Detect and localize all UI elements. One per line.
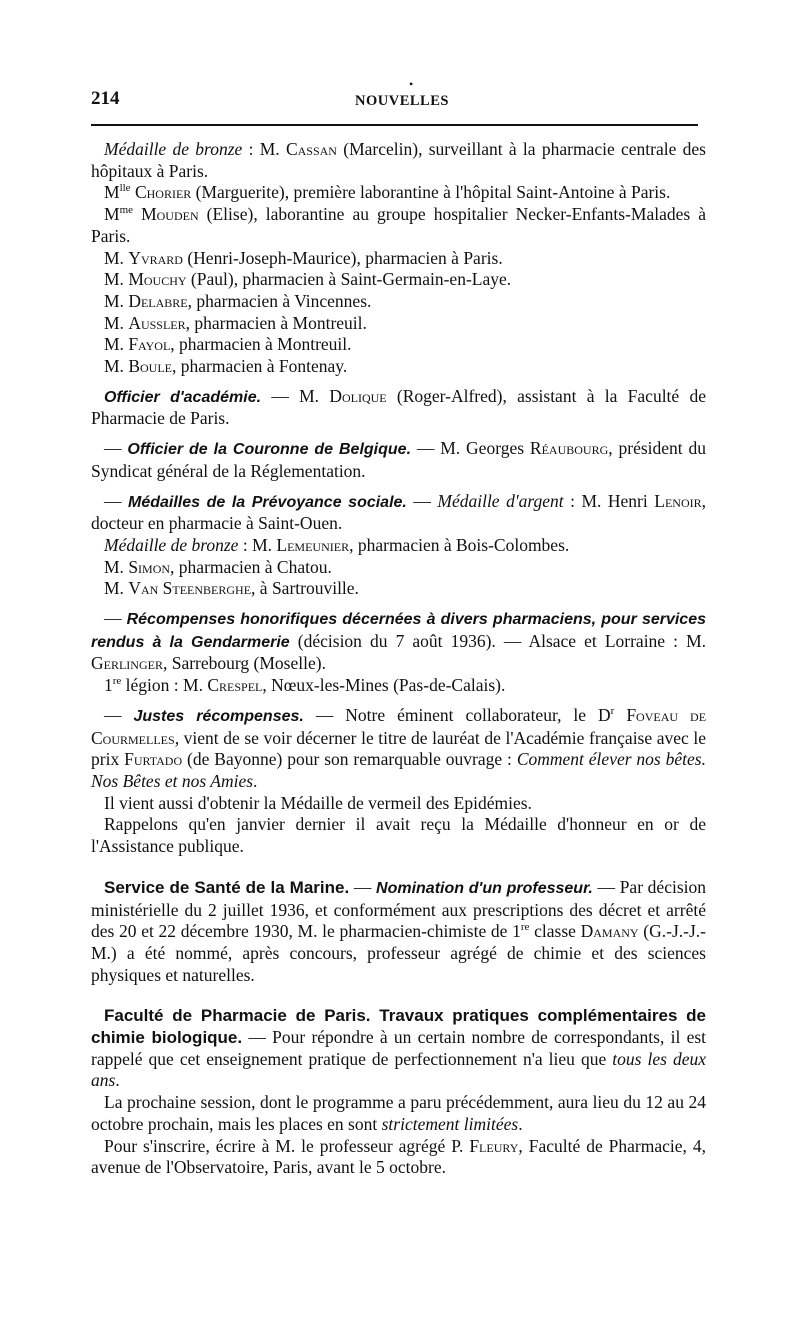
text: — xyxy=(349,876,377,897)
emphasis: strictement limitées xyxy=(381,1113,519,1134)
text: — xyxy=(104,704,134,725)
section-title: Justes récompenses. xyxy=(133,707,304,725)
paragraph-crespel xyxy=(91,675,706,697)
person-name: Delabre xyxy=(128,290,188,311)
paragraph-chorier xyxy=(91,182,706,204)
paragraph-aussler xyxy=(91,313,706,335)
text: . xyxy=(518,1113,523,1134)
superscript: r xyxy=(610,705,615,718)
superscript: re xyxy=(112,675,122,688)
paragraph-lemeunier xyxy=(91,535,706,557)
text xyxy=(614,705,626,725)
paragraph-faculte-pharmacie xyxy=(91,1005,706,1092)
person-name: Lemeunier xyxy=(276,534,350,555)
text: , Faculté de Pharmacie, 4, avenue de l'Observatoire, Paris, avant le 5 octobre. xyxy=(91,1135,706,1178)
person-name: Mouden xyxy=(141,204,199,225)
person-name: Dolique xyxy=(329,385,387,406)
text: , pharmacien à Bois-Colombes. xyxy=(349,534,570,555)
text: M. xyxy=(104,356,129,377)
text: M. xyxy=(104,578,129,599)
person-name: Lenoir xyxy=(654,490,702,511)
text: M xyxy=(104,204,120,225)
person-name: Yvrard xyxy=(128,247,183,268)
text: Pour s'inscrire, écrire à M. le professeur agrégé P. xyxy=(104,1135,470,1156)
person-name: Réaubourg xyxy=(529,438,609,459)
person-name: Gerlinger xyxy=(91,653,163,674)
person-name: Chorier xyxy=(134,182,192,203)
superscript: lle xyxy=(119,182,131,195)
paragraph-prevoyance-sociale xyxy=(91,491,706,535)
text: , pharmacien à Fontenay. xyxy=(171,356,348,377)
text: , pharmacien à Vincennes. xyxy=(187,290,372,311)
text: : M. xyxy=(238,534,277,555)
text: . xyxy=(115,1070,120,1091)
text: classe xyxy=(529,921,581,942)
text: légion : M. xyxy=(121,675,208,696)
text: , pharmacien à Chatou. xyxy=(170,556,332,577)
text: — M. xyxy=(261,385,330,406)
section-title: Récompenses honorifiques décernées à divers pharmaciens, pour services rendus à la Gendarmerie xyxy=(91,611,707,651)
text: (G.-J.-J.-M.) a été nommé, après concours, professeur agrégé de chimie et des sciences physiques et naturelles. xyxy=(91,921,706,985)
award-title: Médaille de bronze xyxy=(104,139,243,159)
person-name: Boule xyxy=(128,356,172,377)
prize-name: Furtado xyxy=(124,749,183,770)
paragraph-inscription xyxy=(91,1136,706,1179)
header-rule xyxy=(91,124,698,126)
person-name: Damany xyxy=(580,921,639,942)
text: : M. Henri xyxy=(563,490,655,511)
text: M. xyxy=(104,312,129,333)
paragraph-officier-academie xyxy=(91,386,706,430)
text: (Elise), laborantine au groupe hospitalier Necker-Enfants-Malades à Paris. xyxy=(91,204,706,246)
page-number: 214 xyxy=(91,88,120,109)
text: M. xyxy=(104,290,129,311)
text: , pharmacien à Montreuil. xyxy=(170,334,352,355)
page-header xyxy=(91,77,698,124)
section-title: Nomination d'un professeur. xyxy=(376,879,593,897)
text: (Marguerite), première laborantine à l'hôpital Saint-Antoine à Paris. xyxy=(191,182,671,203)
article-body xyxy=(91,139,706,1179)
text: M. xyxy=(104,269,129,290)
text: , à Sartrouville. xyxy=(251,578,359,599)
person-name: Van Steenberghe xyxy=(128,578,252,599)
section-title: Officier de la Couronne de Belgique. xyxy=(127,441,412,459)
text: (Henri-Joseph-Maurice), pharmacien à Paris. xyxy=(182,247,503,268)
text: M xyxy=(104,182,120,203)
paragraph-gendarmerie xyxy=(91,608,706,675)
paragraph-van-steenberghe xyxy=(91,578,706,600)
text: — M. Georges xyxy=(411,438,530,459)
text: Rappelons qu'en janvier dernier il avait reçu la Médaille d'honneur en or de l'Assistance publique. xyxy=(91,814,706,857)
paragraph-justes-recompenses xyxy=(91,705,706,793)
text: , pharmacien à Montreuil. xyxy=(185,312,367,333)
section-heading: Service de Santé de la Marine. xyxy=(104,877,350,897)
emphasis: tous les deux ans xyxy=(91,1048,706,1091)
text: , Nœux-les-Mines (Pas-de-Calais). xyxy=(262,675,506,696)
text: 1 xyxy=(104,675,113,696)
text: (décision du 7 août 1936). — Alsace et Lorraine : M. xyxy=(289,630,706,651)
text: , docteur en pharmacie à Saint-Ouen. xyxy=(91,490,706,534)
paragraph-delabre xyxy=(91,291,706,313)
paragraph-sante-marine xyxy=(91,877,706,987)
text: — Notre éminent collaborateur, le D xyxy=(303,704,611,725)
person-name: Fleury xyxy=(469,1135,519,1156)
text: , président du Syndicat général de la Réglementation. xyxy=(91,438,706,481)
paragraph-fayol xyxy=(91,334,706,356)
text: M. xyxy=(104,334,129,355)
text: (Paul), pharmacien à Saint-Germain-en-Laye. xyxy=(186,269,512,290)
text: (Roger-Alfred), assistant à la Faculté de Pharmacie de Paris. xyxy=(91,385,706,429)
superscript: re xyxy=(520,921,530,934)
award-title: Médaille d'argent xyxy=(437,490,564,511)
superscript: me xyxy=(119,204,134,217)
text: La prochaine session, dont le programme a paru précédemment, aura lieu du 12 au 24 octobre prochain, mais les places en sont xyxy=(91,1092,706,1134)
paragraph-couronne-belgique xyxy=(91,438,706,482)
person-name: Mouchy xyxy=(128,269,187,290)
text: , vient de se voir décerner le titre de lauréat de l'Académie française avec le prix xyxy=(91,727,706,770)
text: M. xyxy=(104,556,129,577)
paragraph-assistance-publique xyxy=(91,814,706,857)
person-name: Cassan xyxy=(285,139,337,159)
text: — xyxy=(104,608,127,629)
person-name: Simon xyxy=(128,556,171,577)
book-title: Comment élever nos bêtes. Nos Bêtes et nos Amies xyxy=(91,749,706,791)
award-title: Médaille de bronze xyxy=(104,534,239,555)
person-name: Fayol xyxy=(128,334,171,355)
text xyxy=(133,204,141,224)
header-dot: • xyxy=(409,77,414,91)
paragraph-simon xyxy=(91,557,706,579)
section-heading: Faculté de Pharmacie de Paris. Travaux pratiques complémentaires de chimie biologique. xyxy=(91,1006,706,1048)
paragraph-medaille-bronze xyxy=(91,139,706,182)
paragraph-yvrard xyxy=(91,248,706,270)
person-name: Crespel xyxy=(207,675,263,696)
text: . xyxy=(253,770,258,791)
text: : M. xyxy=(242,139,286,159)
paragraph-mouden xyxy=(91,204,706,247)
text: — xyxy=(406,490,438,511)
text: (Marcelin), surveillant à la pharmacie centrale des hôpitaux à Paris. xyxy=(91,139,706,181)
text: (de Bayonne) pour son remarquable ouvrage : xyxy=(182,749,517,770)
text: M. xyxy=(104,247,129,268)
section-title: Officier d'académie. xyxy=(104,388,262,406)
text: — Pour répondre à un certain nombre de correspondants, il est rappelé que cet enseignement pratique de perfectionnement n'a lieu que xyxy=(91,1027,707,1069)
text: — xyxy=(104,490,128,511)
text: — xyxy=(104,438,128,459)
text: — Par décision ministérielle du 2 juillet 1936, et conformément aux prescriptions des décret et arrêté des 20 et 22 décembre 1930, M. le pharmacien-chimiste de 1 xyxy=(91,876,707,942)
paragraph-mouchy xyxy=(91,269,706,291)
paragraph-prochaine-session xyxy=(91,1092,706,1135)
paragraph-boule xyxy=(91,356,706,378)
person-name: Foveau de Courmelles xyxy=(91,704,707,748)
text: , Sarrebourg (Moselle). xyxy=(162,653,326,674)
section-title: Médailles de la Prévoyance sociale. xyxy=(128,493,407,511)
text: Il vient aussi d'obtenir la Médaille de vermeil des Epidémies. xyxy=(104,792,532,813)
running-head: NOUVELLES xyxy=(355,93,449,109)
person-name: Aussler xyxy=(128,312,186,333)
paragraph-epidemies xyxy=(91,793,706,815)
